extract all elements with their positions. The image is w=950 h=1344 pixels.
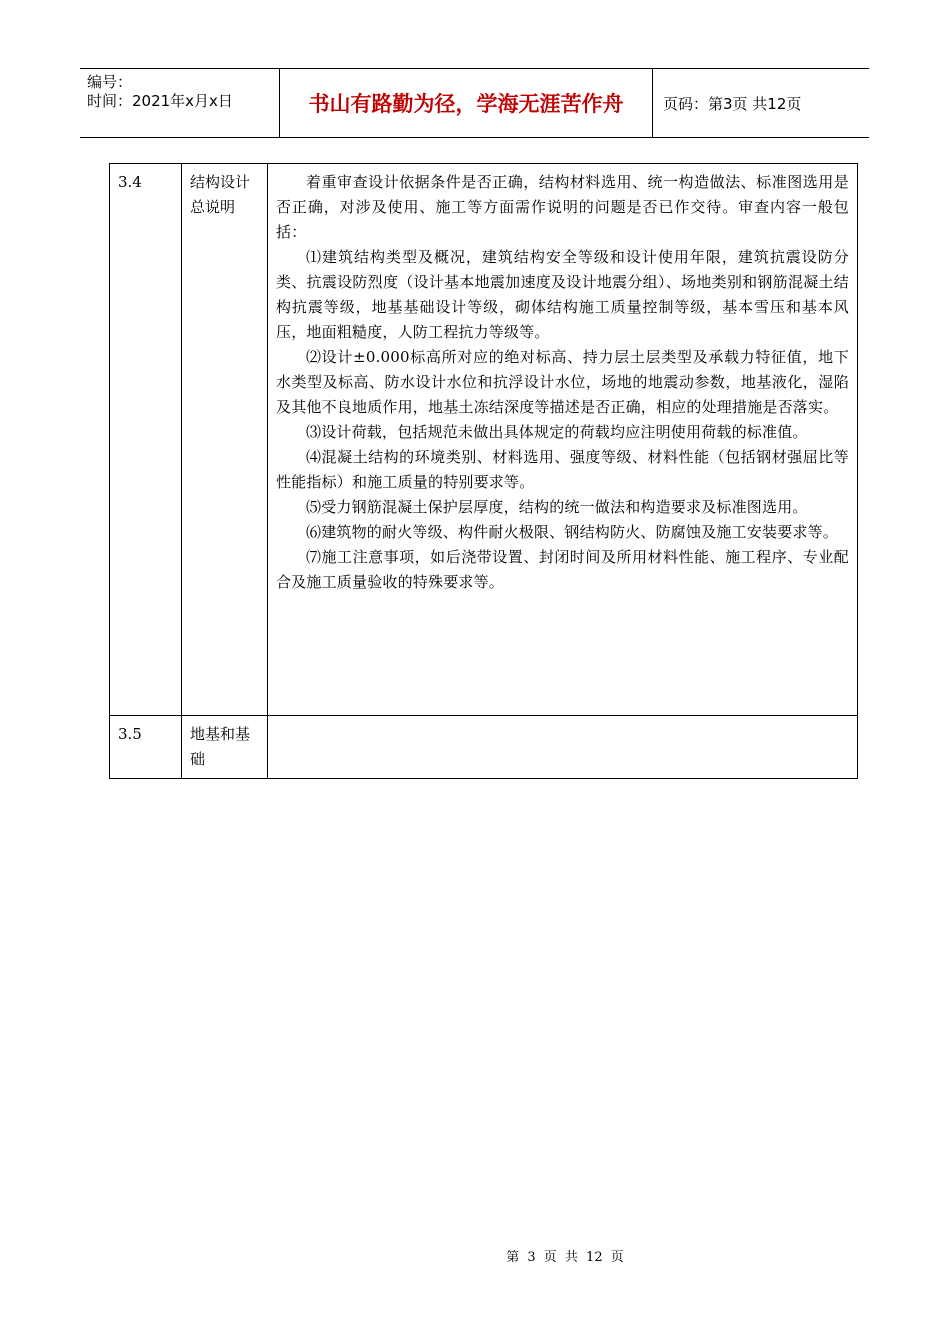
header-meta xyxy=(80,69,280,137)
body-paragraph: 着重审查设计依据条件是否正确，结构材料选用、统一构造做法、标准图选用是否正确，对涉及使用、施工等方面需作说明的问题是否已作交待。审查内容一般包括： xyxy=(276,173,849,241)
body-paragraph: ⑷混凝土结构的环境类别、材料选用、强度等级、材料性能（包括钢材强屈比等性能指标）和施工质量的特别要求等。 xyxy=(276,448,849,491)
table-row xyxy=(110,164,858,716)
table-row xyxy=(110,716,858,779)
body-paragraph: ⑸受力钢筋混凝土保护层厚度，结构的统一做法和构造要求及标准图选用。 xyxy=(306,498,808,516)
body-paragraph: ⑵设计±0.000标高所对应的绝对标高、持力层土层类型及承载力特征值，地下水类型及标高、防水设计水位和抗浮设计水位，场地的地震动参数，地基液化，湿陷及其他不良地质作用，地基土冻结深度等描述是否正确，相应的处理措施是否落实。 xyxy=(276,348,849,416)
row-number: 3.4 xyxy=(110,164,182,716)
row-number: 3.5 xyxy=(110,716,182,779)
header-page-info: 页码：第3页 共12页 xyxy=(663,94,802,113)
row-body xyxy=(268,716,858,779)
body-paragraph: ⑺施工注意事项，如后浇带设置、封闭时间及所用材料性能、施工程序、专业配合及施工质量验收的特殊要求等。 xyxy=(276,548,849,591)
document-time: 时间：2021年x月x日 xyxy=(87,92,233,110)
page-header xyxy=(80,68,869,138)
header-motto: 书山有路勤为径，学海无涯苦作舟 xyxy=(280,69,653,137)
row-title: 结构设计总说明 xyxy=(182,164,268,716)
body-paragraph: ⑹建筑物的耐火等级、构件耐火极限、钢结构防火、防腐蚀及施工安装要求等。 xyxy=(306,523,839,541)
review-table xyxy=(109,163,858,779)
body-paragraph: ⑶设计荷载，包括规范未做出具体规定的荷载均应注明使用荷载的标准值。 xyxy=(306,423,808,441)
page-footer: 第 3 页 共 12 页 xyxy=(506,1250,624,1265)
row-title: 地基和基础 xyxy=(182,716,268,779)
document-number-label: 编号： xyxy=(87,73,133,91)
row-body xyxy=(268,164,858,716)
body-paragraph: ⑴建筑结构类型及概况，建筑结构安全等级和设计使用年限，建筑抗震设防分类、抗震设防烈度（设计基本地震加速度及设计地震分组）、场地类别和钢筋混凝土结构抗震等级，地基基础设计等级，砌体结构施工质量控制等级，基本雪压和基本风压，地面粗糙度，人防工程抗力等级等。 xyxy=(276,248,849,341)
